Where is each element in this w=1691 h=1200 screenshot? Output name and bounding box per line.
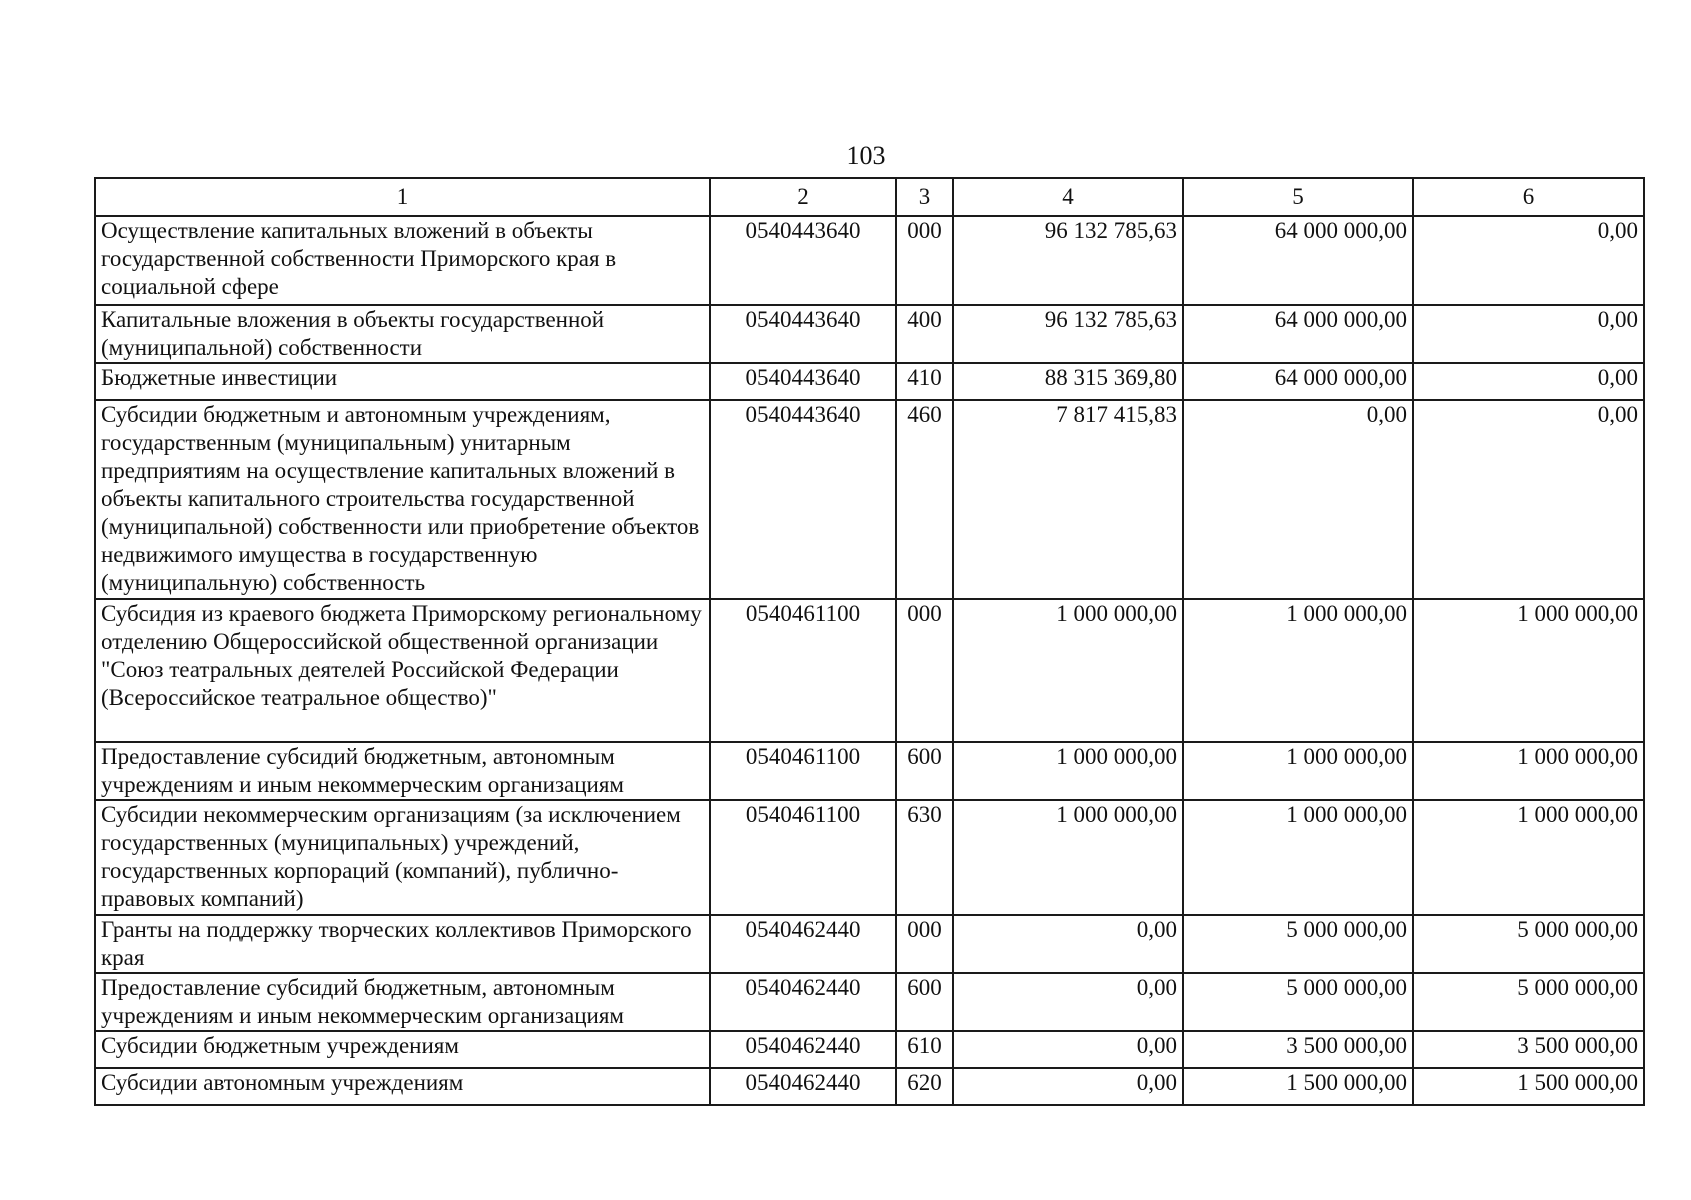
row-amount-3: 0,00: [1413, 305, 1644, 363]
row-amount-3: 1 000 000,00: [1413, 599, 1644, 742]
row-expense-type: 400: [896, 305, 953, 363]
row-amount-3: 0,00: [1413, 216, 1644, 305]
row-code: 0540443640: [710, 363, 896, 400]
table-row: [95, 973, 1644, 1031]
table-row: [95, 1031, 1644, 1068]
row-amount-2: 5 000 000,00: [1183, 973, 1413, 1031]
page-number: 103: [846, 141, 886, 170]
row-code: 0540443640: [710, 216, 896, 305]
row-name: Субсидии бюджетным учреждениям: [95, 1031, 710, 1068]
row-name: Субсидия из краевого бюджета Приморскому региональному отделению Общероссийской общественной организации "Союз театральных деятелей Российской Федерации (Всероссийское театральное общество)": [95, 599, 710, 742]
row-code: 0540461100: [710, 800, 896, 915]
row-code: 0540462440: [710, 973, 896, 1031]
row-expense-type: 460: [896, 400, 953, 599]
row-expense-type: 410: [896, 363, 953, 400]
table-row: [95, 800, 1644, 915]
row-expense-type: 000: [896, 216, 953, 305]
row-amount-1: 96 132 785,63: [953, 305, 1183, 363]
row-amount-1: 1 000 000,00: [953, 742, 1183, 800]
row-amount-3: 5 000 000,00: [1413, 915, 1644, 973]
row-amount-3: 0,00: [1413, 400, 1644, 599]
row-expense-type: 620: [896, 1068, 953, 1105]
row-amount-3: 0,00: [1413, 363, 1644, 400]
row-amount-1: 7 817 415,83: [953, 400, 1183, 599]
table-row: [95, 742, 1644, 800]
row-code: 0540443640: [710, 400, 896, 599]
table-row: [95, 216, 1644, 305]
table-row: [95, 305, 1644, 363]
budget-table: [94, 177, 1645, 1106]
table-row: [95, 915, 1644, 973]
row-code: 0540462440: [710, 915, 896, 973]
row-amount-1: 1 000 000,00: [953, 800, 1183, 915]
table-row: [95, 599, 1644, 742]
row-amount-2: 64 000 000,00: [1183, 305, 1413, 363]
row-amount-1: 88 315 369,80: [953, 363, 1183, 400]
row-amount-2: 64 000 000,00: [1183, 216, 1413, 305]
row-amount-1: 0,00: [953, 1068, 1183, 1105]
row-expense-type: 610: [896, 1031, 953, 1068]
column-header-1: 1: [95, 178, 710, 216]
row-name: Бюджетные инвестиции: [95, 363, 710, 400]
row-code: 0540462440: [710, 1031, 896, 1068]
row-code: 0540461100: [710, 742, 896, 800]
column-header-5: 5: [1183, 178, 1413, 216]
column-header-3: 3: [896, 178, 953, 216]
row-name: Субсидии бюджетным и автономным учреждениям, государственным (муниципальным) унитарным предприятиям на осуществление капитальных вложений в объекты капитального строительства государственной (муниципальной) собственности или приобретение объектов недвижимого имущества в государственную (муниципальную) собственность: [95, 400, 710, 599]
row-amount-2: 1 000 000,00: [1183, 599, 1413, 742]
column-header-2: 2: [710, 178, 896, 216]
table-row: [95, 400, 1644, 599]
row-code: 0540462440: [710, 1068, 896, 1105]
row-name: Субсидии некоммерческим организациям (за исключением государственных (муниципальных) учреждений, государственных корпораций (компаний), публично-правовых компаний): [95, 800, 710, 915]
row-amount-2: 3 500 000,00: [1183, 1031, 1413, 1068]
row-name: Гранты на поддержку творческих коллективов Приморского края: [95, 915, 710, 973]
row-code: 0540461100: [710, 599, 896, 742]
row-amount-1: 0,00: [953, 915, 1183, 973]
row-name: Капитальные вложения в объекты государственной (муниципальной) собственности: [95, 305, 710, 363]
column-header-4: 4: [953, 178, 1183, 216]
row-name: Осуществление капитальных вложений в объекты государственной собственности Приморского края в социальной сфере: [95, 216, 710, 305]
table-row: [95, 363, 1644, 400]
row-amount-2: 1 000 000,00: [1183, 742, 1413, 800]
row-expense-type: 000: [896, 915, 953, 973]
row-amount-3: 3 500 000,00: [1413, 1031, 1644, 1068]
row-amount-1: 0,00: [953, 973, 1183, 1031]
row-amount-2: 1 000 000,00: [1183, 800, 1413, 915]
row-name: Субсидии автономным учреждениям: [95, 1068, 710, 1105]
column-header-6: 6: [1413, 178, 1644, 216]
row-amount-2: 1 500 000,00: [1183, 1068, 1413, 1105]
row-code: 0540443640: [710, 305, 896, 363]
row-name: Предоставление субсидий бюджетным, автономным учреждениям и иным некоммерческим организациям: [95, 973, 710, 1031]
row-amount-3: 5 000 000,00: [1413, 973, 1644, 1031]
row-amount-2: 0,00: [1183, 400, 1413, 599]
row-amount-1: 1 000 000,00: [953, 599, 1183, 742]
row-amount-3: 1 000 000,00: [1413, 742, 1644, 800]
row-expense-type: 600: [896, 973, 953, 1031]
row-amount-3: 1 000 000,00: [1413, 800, 1644, 915]
row-amount-2: 64 000 000,00: [1183, 363, 1413, 400]
row-amount-2: 5 000 000,00: [1183, 915, 1413, 973]
row-amount-3: 1 500 000,00: [1413, 1068, 1644, 1105]
row-expense-type: 630: [896, 800, 953, 915]
row-amount-1: 96 132 785,63: [953, 216, 1183, 305]
row-name: Предоставление субсидий бюджетным, автономным учреждениям и иным некоммерческим организациям: [95, 742, 710, 800]
row-amount-1: 0,00: [953, 1031, 1183, 1068]
row-expense-type: 600: [896, 742, 953, 800]
table-row: [95, 1068, 1644, 1105]
row-expense-type: 000: [896, 599, 953, 742]
table-header-row: [95, 178, 1644, 216]
